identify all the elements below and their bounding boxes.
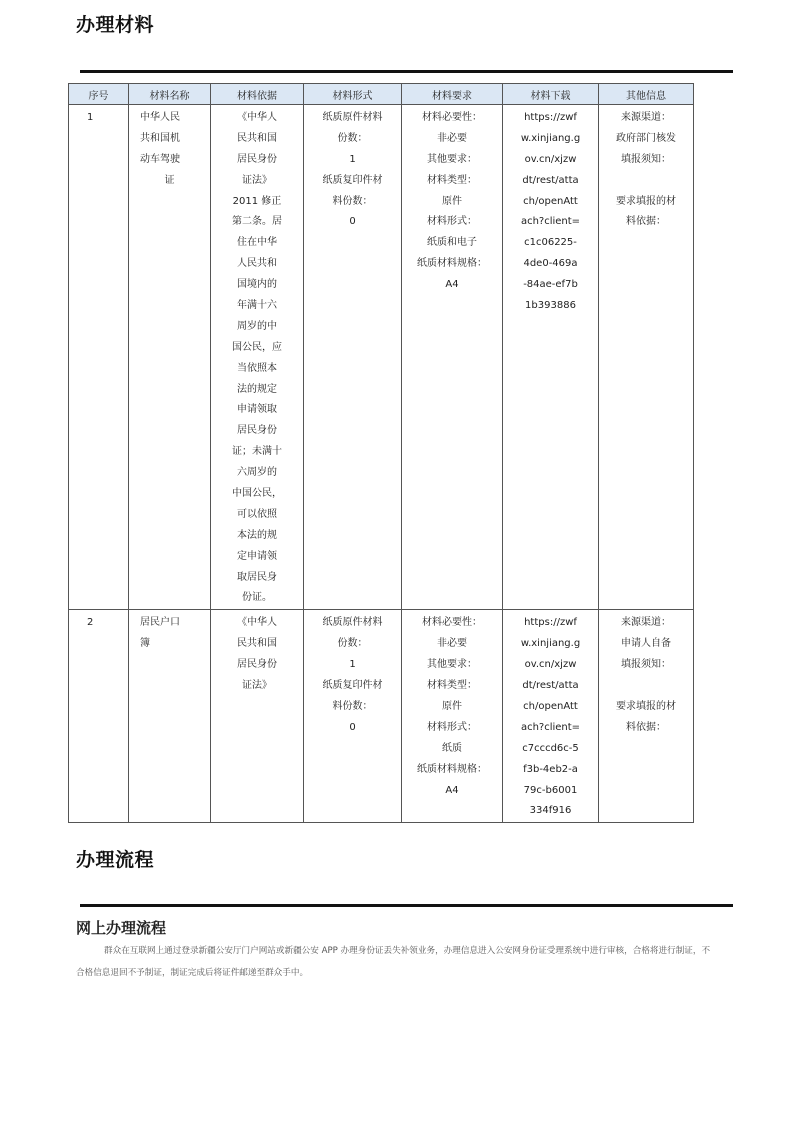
cell-text-line: 原件	[442, 195, 462, 207]
cell-text-line: 证法》	[242, 680, 272, 692]
cell-text-line: 居民户口	[140, 617, 180, 629]
cell-text-line: 动车驾驶	[140, 153, 180, 165]
cell-material-download	[503, 105, 599, 610]
cell-text-line: 原件	[442, 700, 462, 712]
download-link-line[interactable]: ch/openAtt	[523, 700, 578, 712]
cell-text-line: 纸质材料规格：	[417, 258, 487, 270]
cell-text-line: 定申请领	[237, 550, 277, 562]
cell-text-line: 可以依照	[237, 508, 277, 520]
cell-text-line: 要求填报的材	[616, 195, 676, 207]
header-seq: 序号	[69, 84, 129, 105]
cell-text-line: 纸质原件材料	[322, 617, 383, 629]
cell-text-line: 中华人民	[140, 112, 180, 123]
cell-text-line: 六周岁的	[237, 467, 277, 479]
download-link-line[interactable]: https://zwf	[524, 617, 577, 629]
cell-text-line	[603, 676, 689, 697]
cell-text-line: 1	[349, 659, 356, 671]
cell-text-line: 非必要	[437, 638, 467, 650]
cell-text-line: 取居民身	[237, 571, 277, 583]
cell-text-line: 中国公民，	[232, 488, 282, 500]
cell-text-line: 2	[87, 617, 94, 629]
cell-other-info	[599, 610, 694, 823]
cell-text-line: 共和国机	[140, 132, 180, 144]
materials-divider	[80, 70, 733, 73]
table-row	[69, 610, 694, 823]
cell-text-line: 民共和国	[237, 132, 277, 144]
cell-text-line: 非必要	[437, 132, 467, 144]
download-link-line[interactable]: f3b-4eb2-a	[523, 763, 578, 775]
download-link-line[interactable]: ov.cn/xjzw	[524, 659, 577, 671]
download-link-line[interactable]: 4de0-469a	[523, 258, 578, 270]
cell-text-line: 民共和国	[237, 638, 277, 650]
download-link-line[interactable]: -84ae-ef7b	[523, 279, 578, 291]
cell-text-line: 料份数：	[332, 195, 373, 207]
cell-text-line: 本法的规	[237, 529, 277, 541]
cell-text-line: 年满十六	[237, 300, 277, 312]
cell-text-line: 其他要求：	[427, 153, 477, 165]
cell-material-basis	[211, 610, 304, 823]
cell-text-line: 住在中华	[237, 237, 277, 249]
cell-text-line: 周岁的中	[237, 320, 277, 332]
cell-text-line: 材料形式：	[427, 216, 477, 228]
download-link-line[interactable]: ch/openAtt	[523, 195, 578, 207]
download-link-line[interactable]: https://zwf	[524, 112, 577, 123]
cell-text-line: 份数：	[337, 638, 368, 650]
cell-text-line: 纸质原件材料	[322, 112, 383, 123]
cell-text-line: A4	[445, 784, 459, 796]
cell-text-line: 申请人自备	[621, 638, 671, 650]
cell-text-line: 材料必要性：	[422, 617, 482, 629]
cell-material-name	[129, 105, 211, 610]
download-link-line[interactable]: c7cccd6c-5	[522, 742, 579, 754]
online-process-title: 网上办理流程	[76, 919, 167, 937]
cell-text-line: 2011 修正	[232, 195, 282, 207]
cell-text-line: 证法》	[242, 174, 272, 186]
cell-text-line: 0	[349, 721, 356, 733]
cell-material-download	[503, 610, 599, 823]
cell-other-info	[599, 105, 694, 610]
cell-text-line: 政府部门核发	[616, 132, 676, 144]
table-row	[69, 105, 694, 610]
table-header-row	[69, 84, 694, 105]
header-material-requirements: 材料要求	[402, 84, 503, 105]
download-link-line[interactable]: 79c-b6001	[523, 784, 578, 796]
cell-material-basis	[211, 105, 304, 610]
cell-text-line: 申请领取	[237, 404, 277, 416]
cell-text-line: 纸质复印件材	[322, 680, 383, 692]
cell-text-line: 证；未满十	[232, 446, 282, 458]
cell-material-form	[304, 105, 402, 610]
cell-material-requirements	[402, 610, 503, 823]
download-link-line[interactable]: 1b393886	[525, 300, 576, 312]
cell-text-line: 料份数：	[332, 700, 373, 712]
cell-text-line: 《中华人	[237, 617, 277, 629]
cell-text-line: 居民身份	[237, 153, 277, 165]
cell-text-line: 份证。	[242, 592, 272, 604]
cell-text-line: 第二条。居	[232, 216, 282, 228]
cell-text-line: 国公民，应	[232, 341, 282, 353]
download-link-line[interactable]: ach?client=	[520, 216, 581, 228]
cell-text-line: A4	[445, 279, 459, 291]
cell-text-line: 材料类型：	[427, 680, 477, 692]
cell-text-line: 国境内的	[237, 279, 277, 291]
download-link-line[interactable]: ov.cn/xjzw	[524, 153, 577, 165]
cell-material-form	[304, 610, 402, 823]
materials-section-title: 办理材料	[76, 14, 155, 36]
cell-text-line: 《中华人	[237, 112, 277, 123]
cell-text-line: 居民身份	[237, 659, 277, 671]
cell-text-line: 材料形式：	[427, 721, 477, 733]
cell-text-line: 纸质和电子	[427, 237, 477, 249]
cell-seq	[69, 610, 129, 823]
cell-text-line: 料依据：	[626, 721, 666, 733]
cell-text-line: 材料类型：	[427, 174, 477, 186]
cell-text-line: 填报须知：	[621, 659, 671, 671]
materials-table	[68, 83, 694, 823]
cell-text-line: 来源渠道：	[621, 112, 671, 123]
process-section-title: 办理流程	[76, 849, 155, 871]
download-link-line[interactable]: w.xinjiang.g	[520, 638, 581, 650]
download-link-line[interactable]: ach?client=	[520, 721, 581, 733]
cell-text-line: 其他要求：	[427, 659, 477, 671]
cell-text-line: 纸质	[442, 742, 462, 754]
download-link-line[interactable]: dt/rest/atta	[522, 680, 579, 692]
download-link-line[interactable]: 334f916	[529, 805, 572, 817]
cell-text-line: 填报须知：	[621, 153, 671, 165]
cell-text-line: 来源渠道：	[621, 617, 671, 629]
cell-text-line: 簿	[140, 638, 150, 650]
cell-text-line	[603, 171, 689, 192]
cell-text-line: 法的规定	[237, 383, 277, 395]
cell-text-line: 1	[87, 112, 94, 123]
header-material-download: 材料下载	[503, 84, 599, 105]
cell-text-line: 纸质复印件材	[322, 174, 383, 186]
cell-text-line: 证	[164, 174, 175, 186]
header-other-info: 其他信息	[599, 84, 694, 105]
header-material-form: 材料形式	[304, 84, 402, 105]
download-link-line[interactable]: w.xinjiang.g	[520, 132, 581, 144]
cell-text-line: 份数：	[337, 132, 368, 144]
header-material-basis: 材料依据	[211, 84, 304, 105]
process-divider	[80, 904, 733, 907]
cell-text-line: 人民共和	[237, 258, 277, 270]
header-material-name: 材料名称	[129, 84, 211, 105]
cell-text-line: 材料必要性：	[422, 112, 482, 123]
download-link-line[interactable]: dt/rest/atta	[522, 174, 579, 186]
cell-material-requirements	[402, 105, 503, 610]
cell-seq	[69, 105, 129, 610]
online-process-text	[76, 940, 716, 984]
cell-text-line: 要求填报的材	[616, 700, 676, 712]
cell-text-line: 1	[349, 153, 356, 165]
online-process-text-content: 群众在互联网上通过登录新疆公安厅门户网站或新疆公安 APP 办理身份证丢失补领业务，办理信息进入公安网身份证受理系统中进行审核，合格将进行制证，不合格信息退回不予制证，制证完成后将证件邮递至群众手中。	[76, 946, 711, 978]
cell-material-name	[129, 610, 211, 823]
cell-text-line: 当依照本	[237, 362, 277, 374]
cell-text-line: 居民身份	[237, 425, 277, 437]
download-link-line[interactable]: c1c06225-	[524, 237, 577, 249]
cell-text-line: 0	[349, 216, 356, 228]
cell-text-line: 纸质材料规格：	[417, 763, 487, 775]
cell-text-line: 料依据：	[626, 216, 666, 228]
